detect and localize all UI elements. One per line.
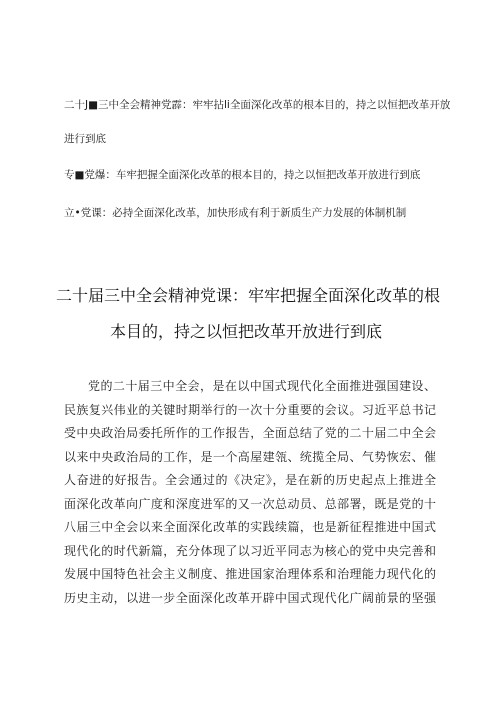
toc-entry-3[interactable]: 立•党课：必持全面深化改革，加快形成有利于新质生产力发展的体制机制 [64,207,407,219]
body-line-4: 以来中央政治局的工作，是一个高屋建瓴、统揽全局、气势恢宏、催 [64,449,436,464]
body-line-7: 八届三中全会以来全面深化改革的实践续篇，也是新征程推进中国式 [64,520,436,534]
body-line-1: 党的二十届三中全会，是在以中国式现代化全面推进强国建设、 [88,379,436,393]
body-line-5: 人奋进的好报告。全会通过的《决定》，是在新的历史起点上推进全 [64,473,436,487]
article-title-line-2: 本目的，持之以恒把改革开放进行到底 [109,322,382,341]
article-body [64,375,436,610]
body-line-10: 历史主动，以进一步全面深化改革开辟中国式现代化广阔前景的坚强 [64,590,436,605]
body-line-3: 受中央政治局委托所作的工作报告，全面总结了党的二十届二中全会 [64,426,436,440]
toc-entry-1-continued[interactable]: 进行到底 [64,133,106,145]
article-title-line-1: 二十届三中全会精神党课：牢牢把握全面深化改革的根 [56,286,441,305]
body-line-2: 民族复兴伟业的关键时期举行的一次十分重要的会议。习近平总书记 [64,402,436,417]
body-line-8: 现代化的时代新篇，充分体现了以习近平同志为核心的党中央完善和 [64,543,436,558]
toc-entry-2[interactable]: 专■党爆：车牢把握全面深化改革的根本目的，持之以恒把改革开放进行到底 [64,169,421,181]
toc-entry-1[interactable]: 二十J■三中全会精神党霹：牢牢拈li全面深化改革的根本目的，持之以恒把改革开放 [64,99,451,111]
body-line-6: 面深化改革向广度和深度进军的又一次总动员、总部署，既是党的十 [64,496,436,511]
body-line-9: 发展中国特色社会主义制度、推进国家治理体系和治理能力现代化的 [64,567,436,581]
